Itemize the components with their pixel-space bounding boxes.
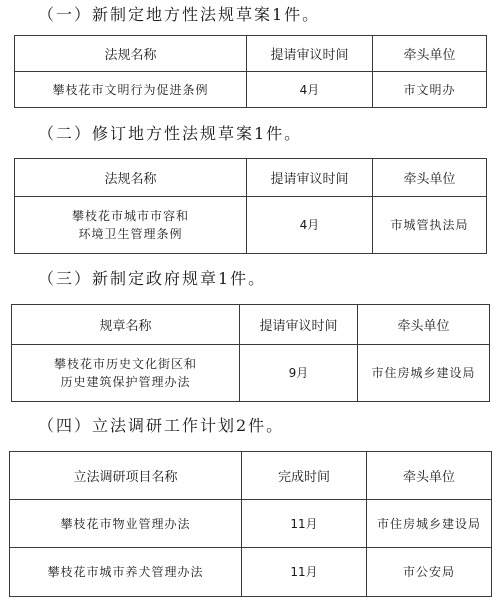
column-header-time: 提请审议时间: [247, 36, 373, 72]
table-row: [15, 72, 487, 108]
cell-name: 攀枝花市城市市容和 环境卫生管理条例: [15, 197, 247, 254]
research-plan-table: [9, 451, 492, 597]
cell-time: 9月: [240, 345, 358, 402]
column-header-unit: 牵头单位: [358, 305, 490, 345]
cell-unit: 市城管执法局: [373, 197, 487, 254]
regulation-table-2: [14, 158, 487, 254]
cell-time: 4月: [247, 72, 373, 108]
cell-time: 11月: [242, 548, 367, 597]
section-heading-2: （二）修订地方性法规草案1件。: [38, 124, 303, 143]
cell-name: 攀枝花市城市养犬管理办法: [10, 548, 242, 597]
cell-name: 攀枝花市文明行为促进条例: [15, 72, 247, 108]
cell-unit: 市住房城乡建设局: [358, 345, 490, 402]
column-header-unit: 牵头单位: [373, 36, 487, 72]
table-header-row: [15, 36, 487, 72]
cell-unit: 市公安局: [367, 548, 492, 597]
table-row: [12, 345, 490, 402]
column-header-name: 规章名称: [12, 305, 240, 345]
column-header-time: 完成时间: [242, 452, 367, 500]
cell-name: 攀枝花市历史文化街区和 历史建筑保护管理办法: [12, 345, 240, 402]
column-header-unit: 牵头单位: [373, 159, 487, 197]
table-header-row: [12, 305, 490, 345]
section-heading-3: （三）新制定政府规章1件。: [38, 269, 267, 288]
table-header-row: [15, 159, 487, 197]
regulation-table-3: [11, 304, 490, 402]
table-row: [15, 197, 487, 254]
section-heading-4: （四）立法调研工作计划2件。: [38, 416, 285, 435]
column-header-time: 提请审议时间: [247, 159, 373, 197]
column-header-time: 提请审议时间: [240, 305, 358, 345]
cell-name: 攀枝花市物业管理办法: [10, 500, 242, 548]
column-header-unit: 牵头单位: [367, 452, 492, 500]
cell-unit: 市文明办: [373, 72, 487, 108]
column-header-name: 立法调研项目名称: [10, 452, 242, 500]
section-heading-1: （一）新制定地方性法规草案1件。: [38, 5, 321, 24]
cell-time: 4月: [247, 197, 373, 254]
regulation-table-1: [14, 35, 487, 108]
column-header-name: 法规名称: [15, 36, 247, 72]
cell-time: 11月: [242, 500, 367, 548]
table-header-row: [10, 452, 492, 500]
table-row: [10, 500, 492, 548]
table-row: [10, 548, 492, 597]
cell-unit: 市住房城乡建设局: [367, 500, 492, 548]
column-header-name: 法规名称: [15, 159, 247, 197]
